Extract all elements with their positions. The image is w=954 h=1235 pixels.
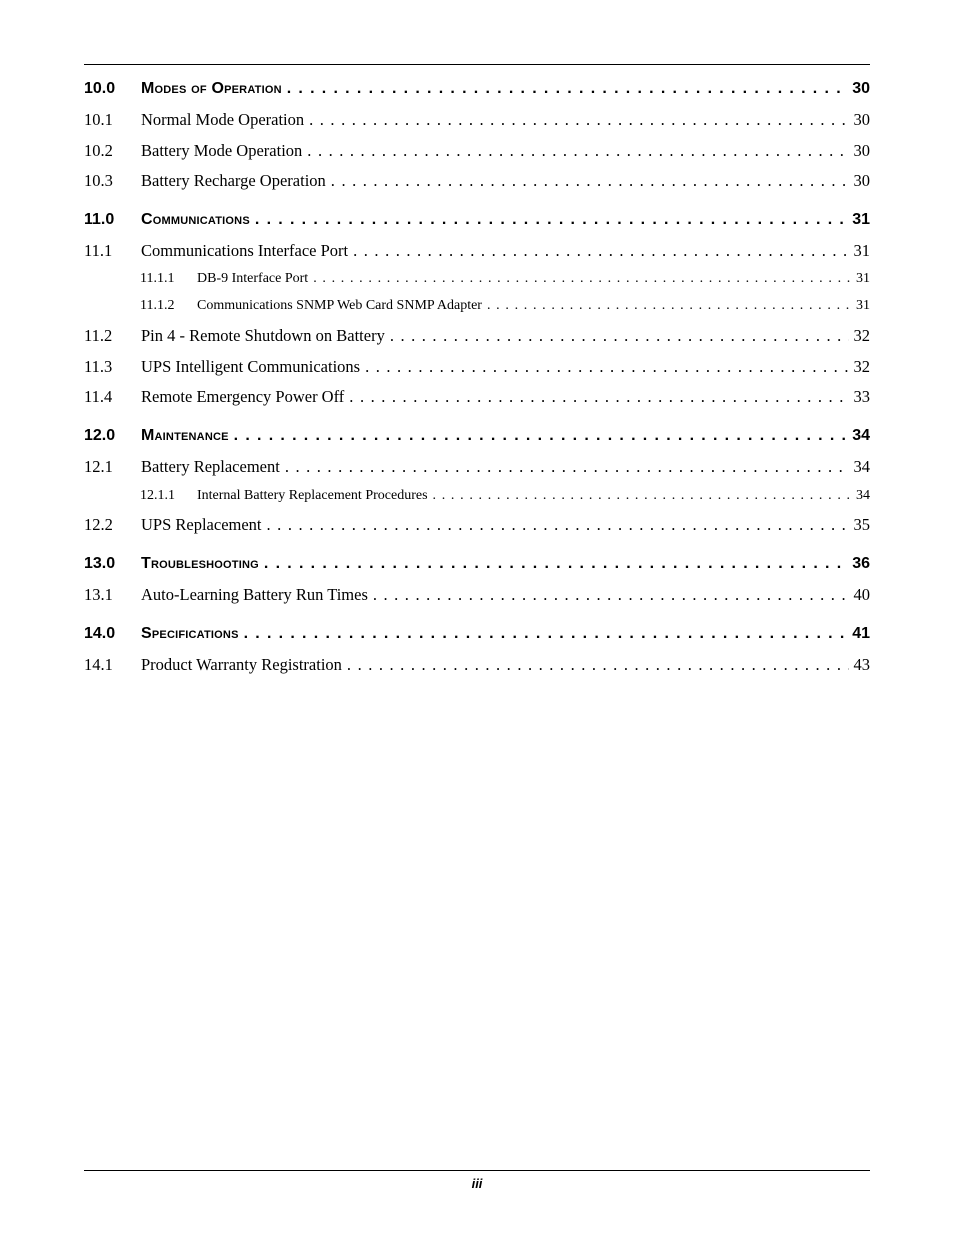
dot-leader xyxy=(349,387,848,407)
dot-leader xyxy=(390,326,849,346)
toc-number: 13.1 xyxy=(84,585,113,604)
toc-title: Internal Battery Replacement Procedures xyxy=(197,488,428,503)
toc-page-number: 33 xyxy=(853,387,870,406)
toc-number: 11.4 xyxy=(84,387,113,406)
toc-entry[interactable] xyxy=(84,326,870,346)
dot-leader xyxy=(433,488,851,504)
footer-page-number: iii xyxy=(471,1176,483,1191)
toc-entry[interactable] xyxy=(84,585,870,605)
dot-leader xyxy=(264,555,847,573)
toc-number: 10.0 xyxy=(84,80,116,97)
toc-number: 14.0 xyxy=(84,625,116,642)
toc-page-number: 34 xyxy=(852,427,870,444)
toc-title: Normal Mode Operation xyxy=(141,110,305,129)
toc-entry[interactable] xyxy=(84,271,870,287)
dot-leader xyxy=(287,80,847,98)
toc-entry[interactable] xyxy=(84,298,870,314)
toc-number: 12.1 xyxy=(84,457,113,476)
toc-page-number: 41 xyxy=(852,625,870,642)
toc-page-number: 31 xyxy=(852,211,870,228)
dot-leader xyxy=(267,515,849,535)
toc-number: 12.0 xyxy=(84,427,116,444)
toc-page-number: 30 xyxy=(853,141,870,160)
toc-title: Modes of Operation xyxy=(141,80,282,97)
footer-rule xyxy=(84,1170,870,1171)
toc-entry[interactable] xyxy=(84,515,870,535)
toc-page-number: 31 xyxy=(856,271,870,286)
dot-leader xyxy=(487,298,851,314)
toc-entry[interactable] xyxy=(84,488,870,504)
toc-page-number: 43 xyxy=(853,655,870,674)
toc-title: Battery Recharge Operation xyxy=(141,171,326,190)
toc-page-number: 31 xyxy=(856,298,870,313)
toc-entry[interactable] xyxy=(84,241,870,261)
toc-title: Pin 4 - Remote Shutdown on Battery xyxy=(141,326,385,345)
toc-page-number: 36 xyxy=(852,555,870,572)
toc-entry[interactable] xyxy=(84,457,870,477)
dot-leader xyxy=(285,457,849,477)
dot-leader xyxy=(309,110,848,130)
toc-entry[interactable] xyxy=(84,80,870,98)
toc-number: 14.1 xyxy=(84,655,113,674)
toc-title: Communications Interface Port xyxy=(141,241,349,260)
toc-page-number: 34 xyxy=(853,457,870,476)
toc-title: Communications SNMP Web Card SNMP Adapter xyxy=(197,298,482,313)
toc-entry[interactable] xyxy=(84,655,870,675)
toc-title: Maintenance xyxy=(141,427,229,444)
toc-entry[interactable] xyxy=(84,387,870,407)
toc-page-number: 30 xyxy=(853,110,870,129)
toc-number: 11.1.2 xyxy=(140,298,175,313)
toc-title: Remote Emergency Power Off xyxy=(141,387,345,406)
toc-entry[interactable] xyxy=(84,555,870,573)
dot-leader xyxy=(255,211,847,229)
dot-leader xyxy=(373,585,849,605)
toc-number: 10.1 xyxy=(84,110,113,129)
dot-leader xyxy=(234,427,848,445)
toc-page-number: 32 xyxy=(853,357,870,376)
toc-entry[interactable] xyxy=(84,171,870,191)
toc-number: 11.1 xyxy=(84,241,113,260)
toc-number: 11.3 xyxy=(84,357,113,376)
toc-title: UPS Replacement xyxy=(141,515,262,534)
toc-number: 13.0 xyxy=(84,555,116,572)
toc-number: 12.2 xyxy=(84,515,113,534)
toc-entry[interactable] xyxy=(84,427,870,445)
dot-leader xyxy=(365,357,848,377)
toc-page-number: 34 xyxy=(856,488,870,503)
toc-title: Battery Replacement xyxy=(141,457,280,476)
header-rule xyxy=(84,64,870,65)
toc-title: Battery Mode Operation xyxy=(141,141,303,160)
toc-title: UPS Intelligent Communications xyxy=(141,357,361,376)
dot-leader xyxy=(313,271,851,287)
toc-page-number: 31 xyxy=(853,241,870,260)
dot-leader xyxy=(353,241,848,261)
toc-title: Troubleshooting xyxy=(141,555,259,572)
toc-number: 11.1.1 xyxy=(140,271,175,286)
dot-leader xyxy=(244,625,848,643)
toc-page-number: 35 xyxy=(853,515,870,534)
toc-page-number: 32 xyxy=(853,326,870,345)
toc-title: Specifications xyxy=(141,625,239,642)
toc-page-number: 30 xyxy=(853,171,870,190)
toc-title: Auto-Learning Battery Run Times xyxy=(141,585,368,604)
toc-entry[interactable] xyxy=(84,625,870,643)
dot-leader xyxy=(347,655,849,675)
toc-number: 11.2 xyxy=(84,326,113,345)
toc-page-number: 40 xyxy=(853,585,870,604)
toc-number: 11.0 xyxy=(84,211,115,228)
dot-leader xyxy=(331,171,849,191)
toc-title: Communications xyxy=(141,211,250,228)
toc-entry[interactable] xyxy=(84,110,870,130)
toc-title: Product Warranty Registration xyxy=(141,655,342,674)
toc-number: 10.2 xyxy=(84,141,113,160)
toc-number: 10.3 xyxy=(84,171,113,190)
toc-entry[interactable] xyxy=(84,141,870,161)
toc-title: DB-9 Interface Port xyxy=(197,271,309,286)
toc-entry[interactable] xyxy=(84,357,870,377)
toc-entry[interactable] xyxy=(84,211,870,229)
toc-number: 12.1.1 xyxy=(140,488,175,503)
dot-leader xyxy=(307,141,848,161)
toc-page-number: 30 xyxy=(852,80,870,97)
